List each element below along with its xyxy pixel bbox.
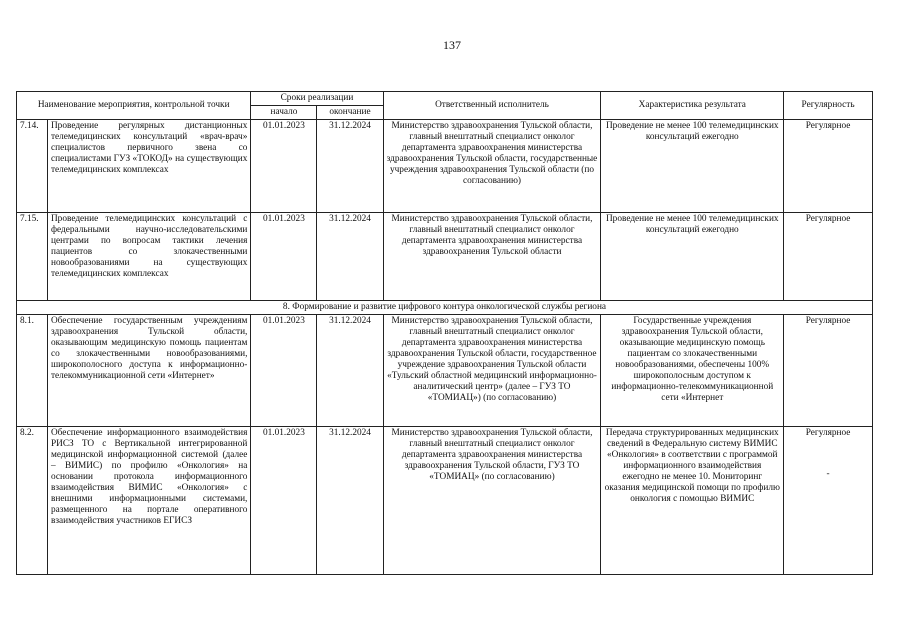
result: Проведение не менее 100 телемедицинских консультаций ежегодно <box>601 120 784 213</box>
header-executor: Ответственный исполнитель <box>383 92 601 120</box>
end-date: 31.12.2024 <box>317 213 383 301</box>
regularity: Регулярное <box>784 213 873 301</box>
table-row <box>17 315 873 427</box>
regularity: Регулярное <box>784 120 873 213</box>
activity-name: Проведение регулярных дистанционных телемедицинских консультаций «врач-врач» специалистов первичного звена со специалистами ГУЗ «ТОКОД» на существующих телемедицинских комплексах <box>47 120 250 213</box>
table-row <box>17 427 873 575</box>
table-row <box>17 120 873 213</box>
header-result: Характеристика результата <box>601 92 784 120</box>
end-date: 31.12.2024 <box>317 315 383 427</box>
section-title: 8. Формирование и развитие цифрового контура онкологической службы региона <box>17 301 873 315</box>
regularity-cell <box>784 427 873 575</box>
start-date: 01.01.2023 <box>251 213 317 301</box>
start-date: 01.01.2023 <box>251 427 317 575</box>
table-header <box>17 92 873 120</box>
end-date: 31.12.2024 <box>317 120 383 213</box>
plan-table <box>16 91 873 575</box>
row-number: 8.2. <box>17 427 48 575</box>
result: Государственные учреждения здравоохранения Тульской области, оказывающие медицинскую помощь пациентам со злокачественными новообразованиями, обеспечены 100% широкополосным доступом к информационно-телекоммуникационной сети «Интернет <box>601 315 784 427</box>
dash-mark: - <box>826 469 830 479</box>
header-start: начало <box>251 106 317 120</box>
row-number: 8.1. <box>17 315 48 427</box>
executor: Министерство здравоохранения Тульской области, главный внештатный специалист онколог департамента здравоохранения министерства здравоохранения Тульской области <box>383 213 601 301</box>
start-date: 01.01.2023 <box>251 315 317 427</box>
result: Проведение не менее 100 телемедицинских консультаций ежегодно <box>601 213 784 301</box>
row-number: 7.14. <box>17 120 48 213</box>
end-date: 31.12.2024 <box>317 427 383 575</box>
activity-name: Проведение телемедицинских консультаций с федеральными научно-исследовательскими центрами по вопросам тактики лечения пациентов со злокачественными новообразованиями на существующих телемедицинских комплексах <box>47 213 250 301</box>
result: Передача структурированных медицинских сведений в Федеральную систему ВИМИС «Онкология» в соответствии с программой информационного взаимодействия ежегодно не менее 10. Мониторинг оказания медицинской помощи по профилю онкология с помощью ВИМИС <box>601 427 784 575</box>
executor: Министерство здравоохранения Тульской области, главный внештатный специалист онколог департамента здравоохранения министерства здравоохранения Тульской области, государственные учреждения здравоохранения Тульской области (по согласованию) <box>383 120 601 213</box>
header-name: Наименование мероприятия, контрольной точки <box>17 92 251 120</box>
header-end: окончание <box>317 106 383 120</box>
executor: Министерство здравоохранения Тульской области, главный внештатный специалист онколог департамента здравоохранения министерства здравоохранения Тульской области, государственное учреждение здравоохранения Тульской области «Тульский областной медицинский информационно-аналитический центр» (далее – ГУЗ ТО «ТОМИАЦ») (по согласованию) <box>383 315 601 427</box>
executor: Министерство здравоохранения Тульской области, главный внештатный специалист онколог департамента здравоохранения министерства здравоохранения Тульской области, ГУЗ ТО «ТОМИАЦ» (по согласованию) <box>383 427 601 575</box>
section-row <box>17 301 873 315</box>
regularity: Регулярное <box>784 315 873 427</box>
header-terms: Сроки реализации <box>251 92 383 106</box>
regularity: Регулярное <box>805 428 851 438</box>
row-number: 7.15. <box>17 213 48 301</box>
activity-name: Обеспечение информационного взаимодействия РИСЗ ТО с Вертикальной интегрированной медицинской информационной системой (далее – ВИМИС) по профилю «Онкология» на основании протокола информационного взаимодействия ВИМИС «Онкология» с внешними информационными системами, размещенного на портале оперативного взаимодействия участников ЕГИСЗ <box>47 427 250 575</box>
header-regularity: Регулярность <box>784 92 873 120</box>
page-number: 137 <box>443 38 461 52</box>
activity-name: Обеспечение государственным учреждениям здравоохранения Тульской области, оказывающим медицинскую помощь пациентам со злокачественными новообразованиями, широкополосного доступа к информационно-телекоммуникационной сети «Интернет» <box>47 315 250 427</box>
start-date: 01.01.2023 <box>251 120 317 213</box>
table-row <box>17 213 873 301</box>
